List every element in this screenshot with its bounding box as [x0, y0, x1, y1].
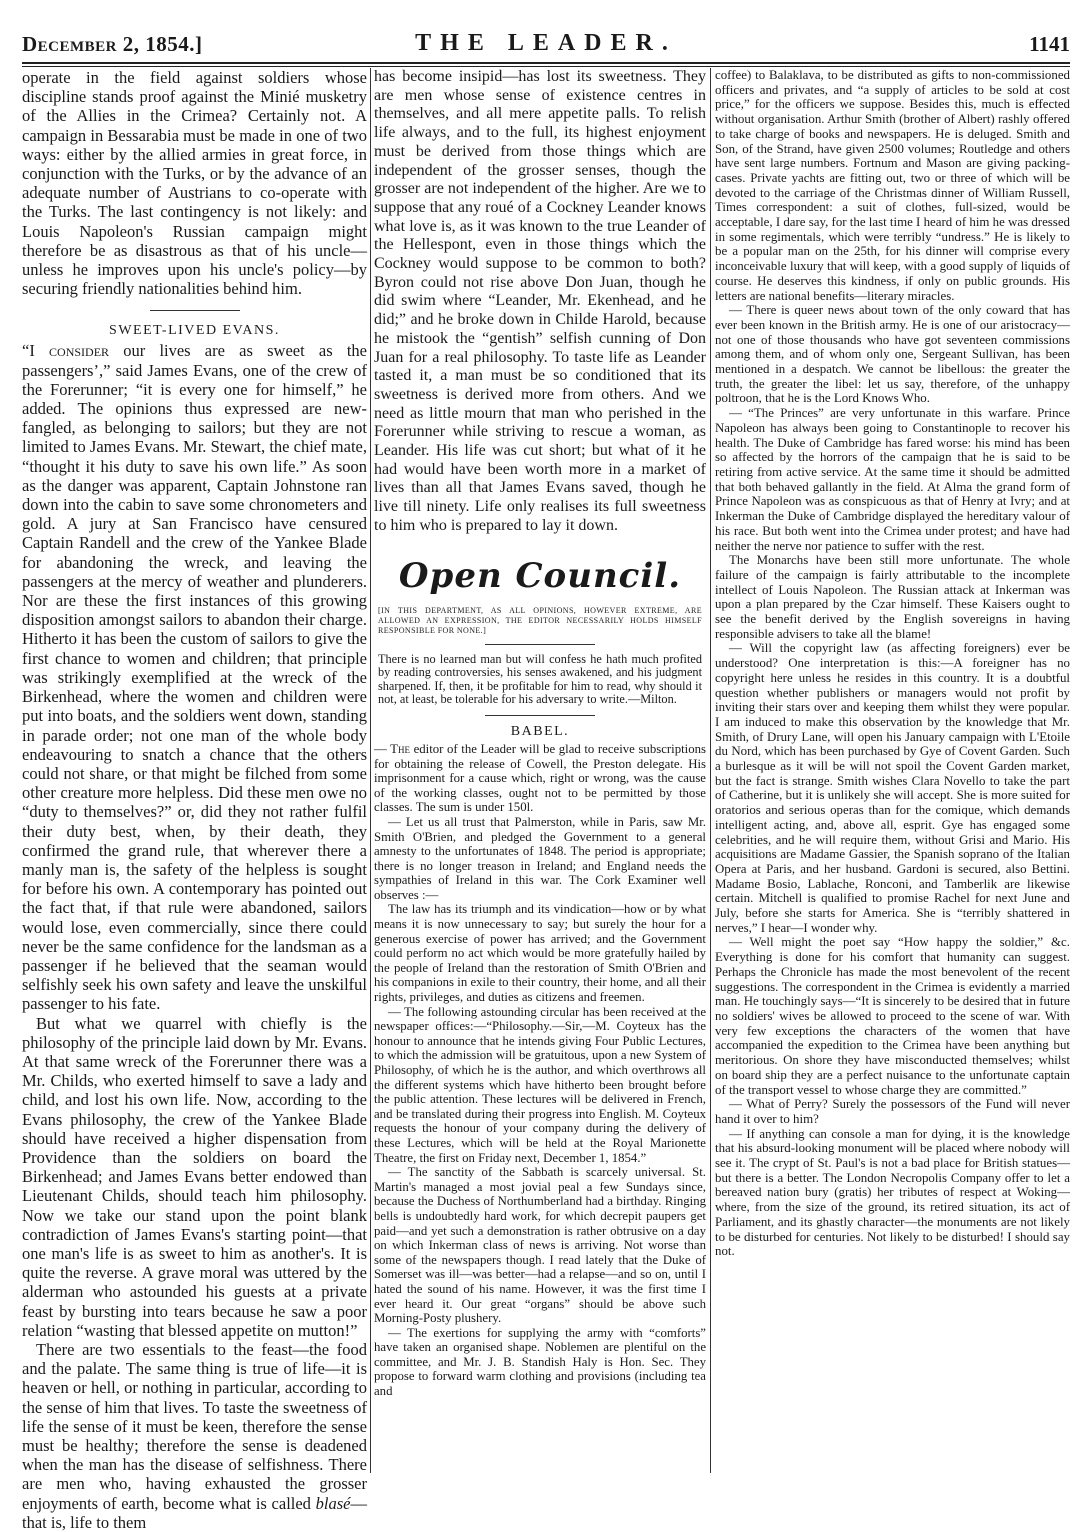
columns [22, 68, 1070, 1532]
epigraph-quote: There is no learned man but will confess he hath much profited by reading controversies, his senses awakened, and his judgment sharpened. If, then, it be profitable for him to read, why should it not, at least, be tolerable for his adversary to write.—Milton. [378, 651, 702, 707]
babel-item: — There is queer news about town of the only coward that has ever been known in the British army. He is one of our aristocracy—not one of those thousands who have got seventeen commissions among them, and of whom only one, Sergeant Sullivan, has been mentioned in a despatch. We cannot be libellous: the greater the truth, the greater the libel: let us say, therefore, of the unhappy poltroon, that he is the Lord Knows Who. [715, 303, 1070, 406]
article-intro: operate in the field against soldiers whose discipline stands proof against the Minié musketry of the Allies in the Crimea? Certainly not. A campaign in Bessarabia must be made in one of two ways: either by the allied armies in great force, in conjunction with the Turks, or by the advance of an adequate number of Austrians to co-operate with the Turks. The last contingency is not likely: and Louis Napoleon's Russian campaign might therefore be as disastrous as that of his uncle—unless he improves upon his uncle's policy—by securing friendly nationalities behind him. [22, 68, 367, 299]
babel-item: — “The Princes” are very unfortunate in this warfare. Prince Napoleon has always been going to Constantinople to recover his health. The Duke of Cambridge has fared worse: his mind has been so affected by the horrors of the campaign that he is said to be retiring from active service. At the same time it should be admitted that both behaved gallantly in the field. At Alma the grand form of Prince Napoleon was as conspicuous as that of Henry at Ivry; and at Inkerman the Duke of Cambridge displayed the hereditary valour of his race. But both went into the Crimea under protest; and have had neither the nerve nor patience to suffer with the rest. [715, 406, 1070, 553]
masthead [22, 28, 1070, 62]
babel-item: — Well might the poet say “How happy the soldier,” &c. Everything is done for his comfort that humanity can suggest. Perhaps the Chronicle has made the most benevolent of the recent suggestions. The correspondent in the Crimea is evidently a married man. He touchingly says—“It is sincerely to be desired that in future no soldiers' wives be allowed to proceed to the scene of war. With very few exceptions the characters of the women that have accompanied the expedition to the Crimea have been anything but meritorious. On shore they have misconducted themselves; whilst on board ship they are a perfect nuisance to the unfortunate captain of the transport vessel to whose charge they are committed.” [715, 935, 1070, 1097]
article-paragraph: “I consider our lives are as sweet as the passengers’,” said James Evans, one of the crew of the Forerunner; “it is every one for himself,” he added. The opinions thus expressed are new-fangled, as belonging to sailors; but they are not limited to James Evans. Mr. Stewart, the chief mate, “thought it his duty to save his own life.” As soon as the danger was apparent, Captain Johnstone ran down into the cabin to save some chronometers and gold. A jury at San Francisco have censured Captain Randell and the crew of the Yankee Blade for abandoning the wreck, and leaving the passengers at the mercy of weather and plunderers. Nor are these the first instances of this growing disposition amongst sailors to abandon their charge. Hitherto it has been the custom of sailors to give the first chance to women and children; that principle was strikingly exemplified at the wreck of the Birkenhead, where the women and children were put into boats, and the soldiers went down, standing in parade order; not one man of the whole body endeavouring to snatch a chance that the others could not share, or that might be filched from some other creature more helpless. Did these men owe no “duty to themselves?” or, did they not rather fulfil their duty best, when, by their death, they confirmed the grand rule, that wherever there a manly man is, the safety of the helpless is sought for before his own. A contemporary has pointed out the fact that, if that rule were abandoned, sailors would lose, even commercially, since there could never be the same confidence for the landsman as a passenger if he believed that the seaman would selfishly seek his own safety and leave the unskilful passenger to his fate. [22, 341, 367, 1014]
column-3 [715, 68, 1070, 1473]
column-divider-1 [370, 68, 371, 1473]
section-rule [150, 310, 240, 311]
babel-item: — Let us all trust that Palmerston, while in Paris, saw Mr. Smith O'Brien, and pledged the Government to a general amnesty to the unfortunates of 1848. The period is appropriate; there is no longer treason in Ireland; and England needs the sympathies of Ireland in this war. The Cork Examiner well observes :— [374, 814, 706, 902]
column-1 [22, 68, 367, 1532]
babel-item: — Will the copyright law (as affecting foreigners) ever be understood? One interpretation is this:—A foreigner has no copyright here unless he resides in this country. It is a doubtful question whether publishers or managers would not profit by inviting their stars over and keeping them whilst they were popular. I am induced to make this observation by the knowledge that Mr. Smith, of Drury Lane, will open his January campaign with L'Etoile du Nord, which has been purchased by Gye of Covent Garden. Such a burlesque as it will be will not spoil the Covent Garden market, but the fact is strange. Smith wishes Clara Novello to take the part of Catherine, but it is unlikely she will accept. She is more suited for oratorios and serious operas than for the comique, which demands intelligent acting, and, above all, esprit. Gye has engaged some celebrities, and he will require them, without Grisi and Mario. His acquisitions are Madame Gassier, the Spanish soprano of the Italian Opera at Paris, and her husband. Gardoni is secured, also Bettini. Madame Bosio, Lablache, Ronconi, and Tamberlik are likewise certain. Mitchell is qualified to promise Rachel for next June and July, before she starts for America. She is “terribly shattered in nerves,” I hear—I wonder why. [715, 641, 1070, 935]
column-2 [374, 68, 706, 1473]
babel-heading: BABEL. [510, 723, 570, 739]
babel-item: — The following astounding circular has been received at the newspaper offices:—“Philosophy.—Sir,—M. Coyteux has the honour to announce that he intends giving Four Public Lectures, to which the admission will be gratuitous, upon a new System of Philosophy, of which he is the author, and which overthrows all the different systems which have hitherto been brought before the public attention. These lectures will be delivered in French, and be translated during their progress into English. M. Coyteux requests the honour of your company during the delivery of these Lectures, which will be held at the Royal Marionette Theatre, the first on Friday next, December 1, 1854.” [374, 1004, 706, 1165]
quoted-passage: The law has its triumph and its vindication—how or by what means it is now unnecessary to say; but surely the hour for a generous exercise of power has arrived; and the Government could perform no act which would be more gratefully hailed by the people of Ireland than the restoration of Smith O'Brien and his companions in exile to their country, their home, and all their rights, privileges, and duties as citizens and freemen. [374, 902, 706, 1005]
babel-item: — If anything can console a man for dying, it is the knowledge that his absurd-looking monument will be placed where nobody will see it. The crypt of St. Paul's is not a bad place for British statues—but there is a better. The London Necropolis Company offer to let a bereaved nation bury (gratis) her tributes of respect at Woking—where, from the size of the ground, its retired situation, its act of Parliament, and its ghastly character—the monuments are not likely to be disturbed for centuries. Not likely to be disturbed! I should say not. [715, 1126, 1070, 1259]
article-paragraph: There are two essentials to the feast—the food and the palate. The same thing is true of life—it is heaven or hell, or nothing in particular, according to the sense of him that lives. To taste the sweetness of life the sense of it must be keen, therefore the sense must be healthy; therefore the sense is deadened when the man has the disease of selfishness. There are men who, having exhausted the grosser enjoyments of earth, become what is called blasé—that is, life to them [22, 1340, 367, 1532]
babel-item: The Monarchs have been still more unfortunate. The whole failure of the campaign is fairly attributable to the incomplete intellect of Louis Napoleon. The Russian attack at Inkerman was upon a plan prepared by the Czar himself. These Kaisers ought to see the benefit derived by the English sovereigns in having responsible advisers to take all the blame! [715, 553, 1070, 641]
section-title: Open Council. [398, 555, 682, 596]
issue-date: December 2, 1854.] [22, 32, 203, 56]
babel-item: — The exertions for supplying the army with “comforts” have taken an organised shape. Noblemen are plentiful on the committee, and Mr. J. B. Standish Haly is Hon. Sec. They propose to forward warm clothing and provisions (including tea and [374, 1325, 706, 1399]
article-paragraph: But what we quarrel with chiefly is the philosophy of the principle laid down by Mr. Evans. At that same wreck of the Forerunner there was a Mr. Childs, who exerted himself to save a lady and child, and lost his own life. Now, according to the Evans philosophy, the crew of the Yankee Blade should have received a higher dispensation from Providence than the soldiers on board the Birkenhead; and James Evans better endowed than Lieutenant Childs, should teach him philosophy. Now we take our stand upon the point blank contradiction of James Evans's starting point—that one man's life is as sweet to him as another's. It is quite the reverse. A grave moral was uttered by the alderman who astounded his guests at a private feast by bursting into tears because he saw a poor relation “wasting that blessed appetite on mutton!” [22, 1013, 367, 1340]
lead-words: “I consider [22, 341, 110, 361]
newspaper-title: THE LEADER. [415, 30, 677, 56]
babel-item: — What of Perry? Surely the possessors of the Fund will never hand it over to him? [715, 1097, 1070, 1126]
babel-item: — The editor of the Leader will be glad to receive subscriptions for obtaining the release of Cowell, the Preston delegate. His imprisonment for a cause which, right or wrong, was the cause of the working classes, ought not to be permitted by those classes. The sum is under 150l. [374, 741, 706, 815]
babel-item: — The sanctity of the Sabbath is scarcely universal. St. Martin's managed a most jovial peal a few Sundays since, because the Duchess of Northumberland had a birthday. Ringing bells is undoubtedly hard work, for which decrepit paupers get paid—and yet such a demonstration is rather obtrusive on a day on which Inkerman class of news is arriving. Not worse than some of the newspapers though. I read lately that the Duke of Somerset was ill—was better—had a relapse—and so on, until I hated the sound of his name. However, it was the first time I ever heard it. Our great “organs” should be above such Morning-Posty plushery. [374, 1165, 706, 1326]
newspaper-page [22, 28, 1070, 1532]
babel-item: coffee) to Balaklava, to be distributed as gifts to non-commissioned officers and privates, and “a supply of articles to be sold at cost price,” for the officers we suppose. Besides this, much is effected without organisation. Arthur Smith (brother of Albert) rashly offered to take charge of books and newspapers. He is deluged. Smith and Son, of the Strand, have given 2500 volumes; Routledge and others have sent large numbers. Fortnum and Mason are giving packing-cases. Private yachts are fitting out, two or three of which will be devoted to the carriage of the Christmas dinner of William Russell, Times correspondent: a suit of clothes, full-sized, would be acceptable, I dare say, for the last time I heard of him he was dressed in some regimentals, which were terribly “undress.” He is likely to be a popular man on the 25th, for his dinner will comprise every inconceivable luxury that will keep, with a good supply of liquids of course. He deserves this kindness, if only on public grounds. His letters are national benefits—literary miracles. [715, 68, 1070, 303]
masthead-rule [22, 62, 1070, 67]
section-rule [485, 644, 595, 645]
column-divider-2 [710, 68, 711, 1473]
page-number: 1141 [1029, 32, 1070, 56]
article-heading: SWEET-LIVED EVANS. [109, 323, 280, 339]
section-rule [485, 715, 595, 716]
editorial-notice: [IN THIS DEPARTMENT, AS ALL OPINIONS, HOWEVER EXTREME, ARE ALLOWED AN EXPRESSION, THE EDITOR NECESSARILY HOLDS HIMSELF RESPONSIBLE FOR NONE.] [378, 605, 702, 635]
article-paragraph: has become insipid—has lost its sweetness. They are men whose sense of existence centres in themselves, and all mere appetite palls. To relish life always, and to the full, its highest enjoyment must be derived from those things which are independent of the grosser senses, though the grosser are not independent of the higher. Are we to suppose that any roué of a Cockney Leander knows what love is, as it was known to the true Leander of the Hellespont, even in those things which the Cockney would suppose to be common to both? Byron could not rise above Don Juan, though he did swim where “Leander, Mr. Ekenhead, and he did;” and he broke down in Childe Harold, because he mistook the “gentish” selfish cunning of Don Juan for a real philosophy. To taste life as Leander tasted it, a man must be so conditioned that its sweetness is derived more from others. And we need as little mourn that man who perished in the Forerunner while striving to rescue a woman, as Leander. His life was cut short; but what of it he had would have been worth more in a market of lives than all that James Evans saved, though he live till ninety. Life only realises its full sweetness to him who is prepared to lay it down. [374, 68, 706, 534]
